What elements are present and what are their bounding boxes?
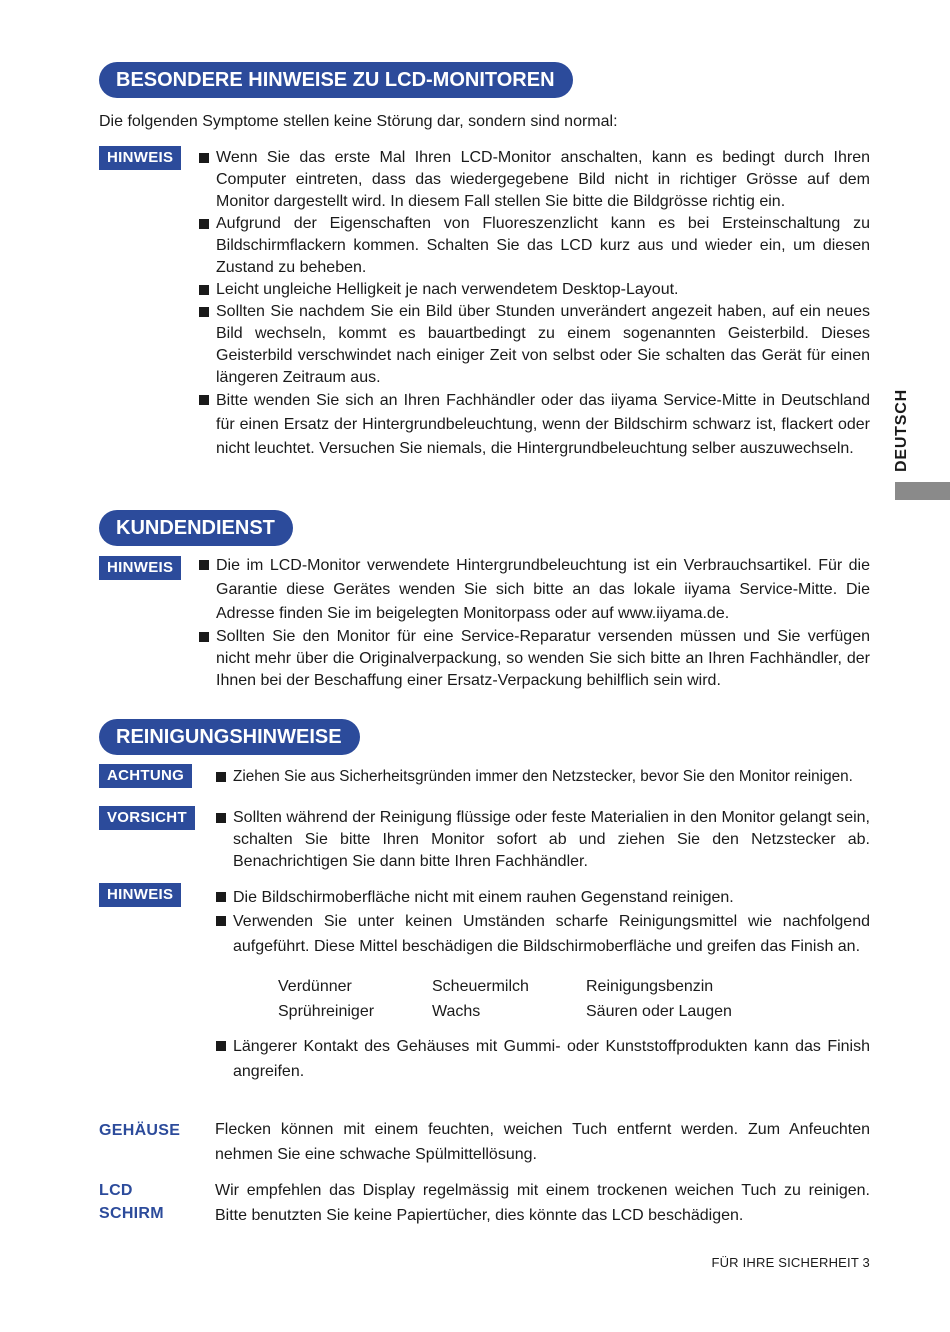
bullet-square-icon: [216, 772, 226, 782]
section-title-lcd: BESONDERE HINWEISE ZU LCD-MONITOREN: [99, 62, 573, 98]
substance-item: Verdünner: [278, 978, 352, 995]
cleaning-notes-list-after: [216, 1035, 870, 1084]
list-item: [216, 1035, 870, 1084]
list-item-text: Längerer Kontakt des Gehäuses mit Gummi- oder Kunststoffprodukten kann das Finish angreifen.: [233, 1038, 870, 1080]
list-item: [216, 807, 870, 873]
list-item: [199, 213, 870, 279]
lcd-screen-text: Wir empfehlen das Display regelmässig mit einem trockenen weichen Tuch zu reinigen. Bitte benutzten Sie keine Papiertücher, dies könnte das LCD beschädigen.: [215, 1182, 870, 1224]
section-title-service: KUNDENDIENST: [99, 510, 293, 546]
list-item-text: Leicht ungleiche Helligkeit je nach verwendetem Desktop-Layout.: [216, 281, 679, 298]
list-item-text: Sollten während der Reinigung flüssige oder feste Materialien in den Monitor gelangt sein, schalten Sie bitte Ihren Monitor sofort ab und ziehen Sie den Netzstecker ab. Benachrichtigen Sie dann bitte Ihren Fachhändler.: [233, 809, 870, 870]
bullet-square-icon: [199, 307, 209, 317]
bullet-square-icon: [216, 813, 226, 823]
hinweis-tag: HINWEIS: [99, 556, 181, 580]
list-item-text: Sollten Sie den Monitor für eine Service-Reparatur versenden müssen und Sie verfügen nicht mehr über die Originalverpackung, so wenden Sie sich bitte an Ihren Fachhändler, der Ihnen bei der Beschaffung einer Ersatz-Verpackung behilflich sein wird.: [216, 628, 870, 689]
substances-row: [0, 976, 950, 1000]
substance-item: Säuren oder Laugen: [586, 1003, 732, 1020]
list-item-text: Bitte wenden Sie sich an Ihren Fachhändler oder das iiyama Service-Mitte in Deutschland für einen Ersatz der Hintergrundbeleuchtung, wenn der Bildschirm schwarz ist, flackert oder nicht leuchtet. Versuchen Sie niemals, die Hintergrundbeleuchtung selber auszuwechseln.: [216, 392, 870, 457]
bullet-square-icon: [199, 632, 209, 642]
list-item: [216, 910, 870, 959]
warning-list: [216, 807, 870, 873]
lcd-notes-list: [199, 147, 870, 461]
list-item-text: Ziehen Sie aus Sicherheitsgründen immer den Netzstecker, bevor Sie den Monitor reinigen.: [233, 768, 853, 785]
housing-text: Flecken können mit einem feuchten, weichen Tuch entfernt werden. Zum Anfeuchten nehmen Sie eine schwache Spülmittellösung.: [215, 1121, 870, 1163]
hinweis-tag: HINWEIS: [99, 146, 181, 170]
list-item: [199, 554, 870, 626]
lcd-screen-label: [99, 1179, 164, 1225]
list-item-text: Sollten Sie nachdem Sie ein Bild über Stunden unverändert angezeit haben, auf ein neues Bild wechseln, kommt es bauartbedingt zu einem sogenannten Geisterbild. Dieses Geisterbild verschwindet nach einiger Zeit von selbst oder Sie schalten das Gerät für einen längeren Zeitraum aus.: [216, 303, 870, 386]
page-footer: FÜR IHRE SICHERHEIT 3: [711, 1255, 870, 1270]
list-item: [199, 147, 870, 213]
bullet-square-icon: [199, 153, 209, 163]
cleaning-notes-list: [216, 886, 870, 959]
achtung-tag: ACHTUNG: [99, 764, 192, 788]
list-item: [199, 389, 870, 461]
bullet-square-icon: [199, 219, 209, 229]
list-item-text: Aufgrund der Eigenschaften von Fluoreszenzlicht kann es bei Ersteinschaltung zu Bildschirmflackern kommen. Schalten Sie das LCD kurz aus und wieder ein, um diesen Zustand zu beheben.: [216, 215, 870, 276]
hinweis-tag: HINWEIS: [99, 883, 181, 907]
substance-item: Scheuermilch: [432, 978, 529, 995]
list-item: [216, 766, 870, 788]
list-item-text: Die Bildschirmoberfläche nicht mit einem rauhen Gegenstand reinigen.: [233, 889, 734, 906]
list-item-text: Die im LCD-Monitor verwendete Hintergrundbeleuchtung ist ein Verbrauchsartikel. Für die Garantie diese Gerätes wenden Sie sich bitte an das lokale iiyama Service-Mitte. Die Adresse finden Sie im beigelegten Monitorpass oder auf www.iiyama.de.: [216, 557, 870, 622]
list-item: [199, 626, 870, 692]
language-tab-marker: [895, 482, 950, 500]
section-intro: Die folgenden Symptome stellen keine Störung dar, sondern sind normal:: [99, 113, 618, 130]
bullet-square-icon: [199, 285, 209, 295]
bullet-square-icon: [199, 395, 209, 405]
substances-row: [0, 1001, 950, 1025]
list-item: [199, 279, 870, 301]
list-item: [216, 886, 870, 910]
bullet-square-icon: [216, 1041, 226, 1051]
substance-item: Sprühreiniger: [278, 1003, 375, 1020]
substance-item: Reinigungsbenzin: [586, 978, 714, 995]
service-notes-list: [199, 554, 870, 692]
list-item-text: Verwenden Sie unter keinen Umständen scharfe Reinigungsmittel wie nachfolgend aufgeführt. Diese Mittel beschädigen die Bildschirmoberfläche und greifen das Finish an.: [233, 913, 870, 955]
vorsicht-tag: VORSICHT: [99, 806, 195, 830]
housing-label: GEHÄUSE: [99, 1122, 181, 1139]
lcd-label-line: SCHIRM: [99, 1205, 164, 1222]
lcd-label-line: LCD: [99, 1182, 133, 1199]
bullet-square-icon: [216, 892, 226, 902]
section-title-cleaning: REINIGUNGSHINWEISE: [99, 719, 360, 755]
bullet-square-icon: [216, 916, 226, 926]
list-item: [199, 301, 870, 389]
substance-item: Wachs: [432, 1003, 481, 1020]
list-item-text: Wenn Sie das erste Mal Ihren LCD-Monitor anschalten, kann es bedingt durch Ihren Computer eintreten, dass das wiedergegebene Bild nicht in richtiger Grösse auf dem Monitor dargestellt wird. In diesem Fall stellen Sie bitte die Bildgrösse richtig ein.: [216, 149, 870, 210]
language-tab-label: DEUTSCH: [893, 389, 910, 473]
caution-list: [216, 766, 870, 788]
bullet-square-icon: [199, 560, 209, 570]
